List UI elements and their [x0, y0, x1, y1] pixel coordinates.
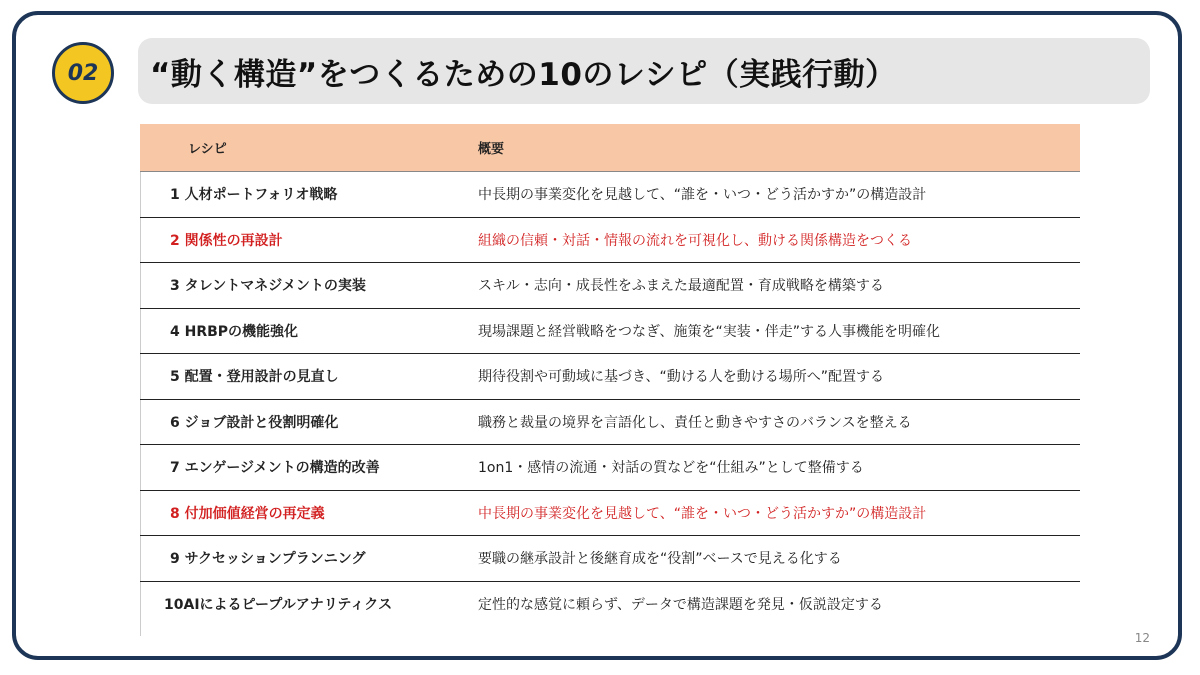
summary-cell: 中長期の事業変化を見越して、“誰を・いつ・どう活かすか”の構造設計	[478, 187, 927, 204]
recipe-cell: 3 タレントマネジメントの実装	[170, 278, 366, 295]
summary-cell: 期待役割や可動域に基づき、“動ける人を動ける場所へ”配置する	[478, 369, 884, 386]
table-body	[140, 172, 1080, 627]
table-row	[140, 263, 1080, 309]
table-header-row	[140, 124, 1080, 172]
summary-cell: スキル・志向・成長性をふまえた最適配置・育成戦略を構築する	[478, 278, 884, 295]
recipe-cell: 8 付加価値経営の再定義	[170, 505, 325, 522]
header-recipe: レシピ	[188, 142, 227, 157]
recipe-cell: 5 配置・登用設計の見直し	[170, 369, 339, 386]
recipe-cell: 9 サクセッションプランニング	[170, 551, 366, 568]
page-title: “動く構造”をつくるための10のレシピ（実践行動）	[150, 56, 897, 93]
table-row	[140, 218, 1080, 264]
summary-cell: 要職の継承設計と後継育成を“役割”ベースで見える化する	[478, 551, 842, 568]
table-row	[140, 491, 1080, 537]
header-summary: 概要	[478, 142, 505, 157]
summary-cell: 1on1・感情の流通・対話の質などを“仕組み”として整備する	[478, 460, 864, 477]
table-row	[140, 445, 1080, 491]
summary-cell: 職務と裁量の境界を言語化し、責任と動きやすさのバランスを整える	[478, 414, 912, 431]
table-row	[140, 400, 1080, 446]
recipe-cell: 2 関係性の再設計	[170, 232, 283, 249]
summary-cell: 定性的な感覚に頼らず、データで構造課題を発見・仮説設定する	[478, 597, 883, 614]
page-number: 12	[1134, 631, 1150, 645]
table-row	[140, 309, 1080, 355]
badge-number: 02	[67, 60, 99, 86]
table-row	[140, 582, 1080, 628]
summary-cell: 現場課題と経営戦略をつなぎ、施策を“実装・伴走”する人事機能を明確化	[478, 323, 940, 340]
section-number-badge	[52, 42, 114, 104]
recipe-table	[140, 124, 1080, 627]
table-row	[140, 354, 1080, 400]
recipe-cell: 7 エンゲージメントの構造的改善	[170, 460, 380, 477]
table-row	[140, 172, 1080, 218]
recipe-cell: 10AIによるピープルアナリティクス	[164, 597, 393, 614]
recipe-cell: 6 ジョブ設計と役割明確化	[170, 414, 339, 431]
title-bar	[138, 38, 1150, 104]
summary-cell: 組織の信頼・対話・情報の流れを可視化し、動ける関係構造をつくる	[478, 232, 912, 249]
summary-cell: 中長期の事業変化を見越して、“誰を・いつ・どう活かすか”の構造設計	[478, 505, 927, 522]
recipe-cell: 1 人材ポートフォリオ戦略	[170, 187, 338, 204]
recipe-cell: 4 HRBPの機能強化	[170, 323, 299, 340]
table-row	[140, 536, 1080, 582]
